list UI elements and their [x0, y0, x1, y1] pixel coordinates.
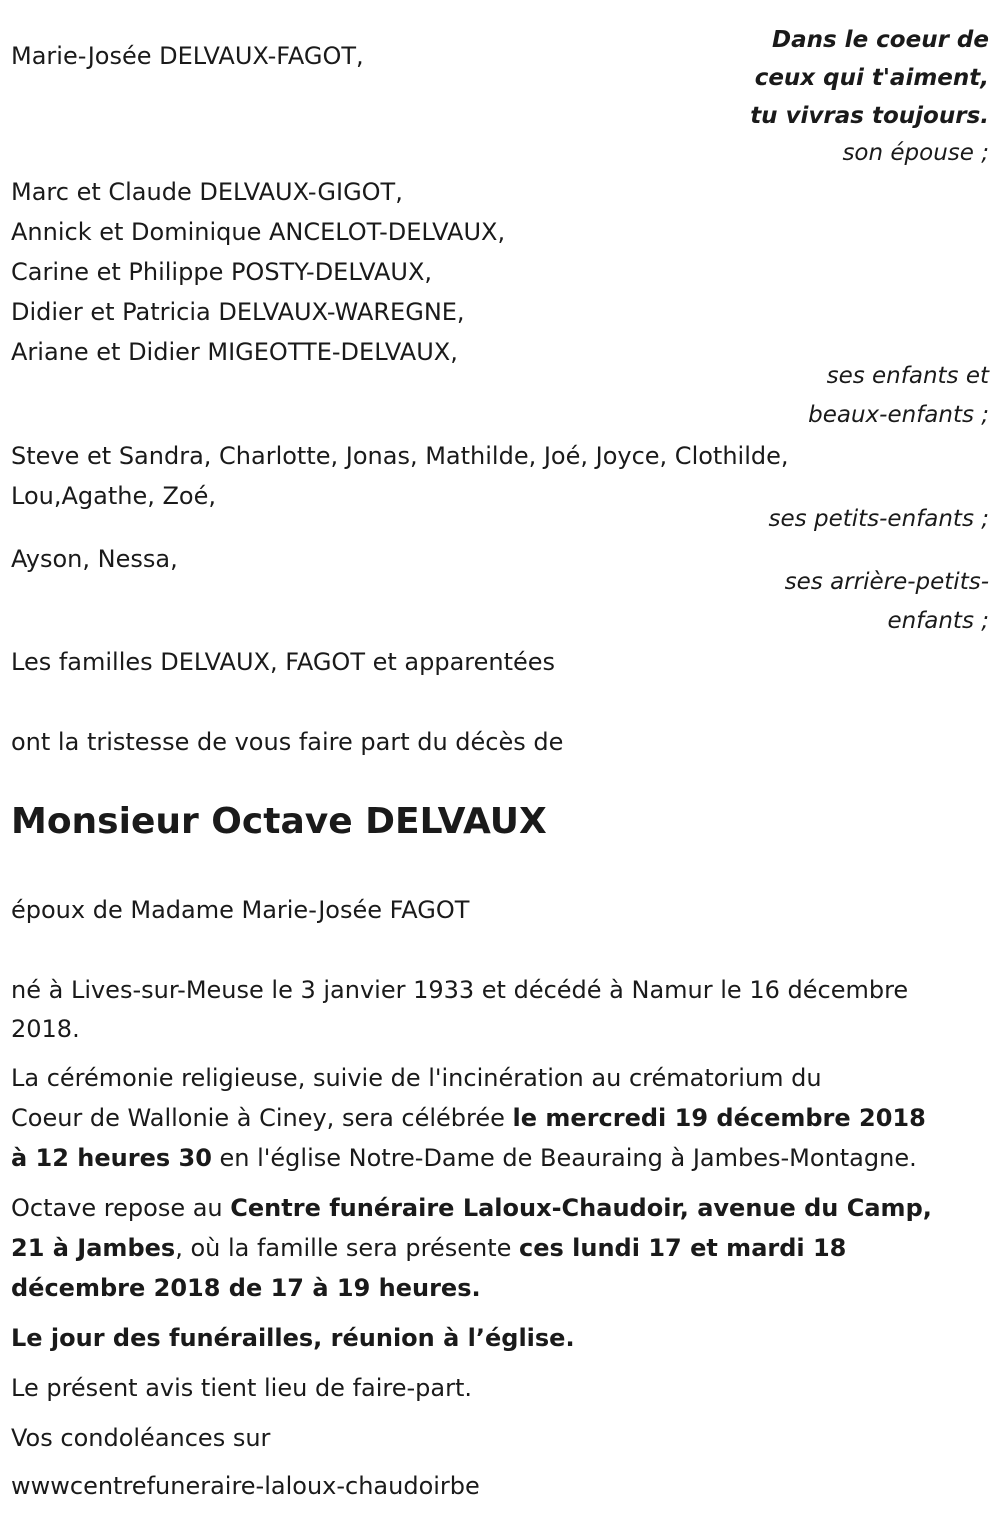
visitation-hours: décembre 2018 de 17 à 19 heures.	[11, 1274, 481, 1302]
quote-line-3: tu vivras toujours.	[750, 103, 989, 129]
funeral-meeting-text: Le jour des funérailles, réunion à l’église.	[11, 1324, 575, 1352]
repose-family-text: , où la famille sera présente	[175, 1234, 520, 1262]
great-grandchildren-label-1: ses arrière-petits-	[784, 569, 989, 595]
children-label-1: ses enfants et	[826, 363, 989, 389]
quote-line-2: ceux qui t'aiment,	[754, 65, 989, 91]
grandchildren-line-1: Steve et Sandra, Charlotte, Jonas, Mathilde, Joé, Joyce, Clothilde,	[11, 442, 789, 470]
faire-part-line: Le présent avis tient lieu de faire-part.	[11, 1374, 473, 1402]
repose-line-3	[11, 1268, 481, 1308]
announcement-line: ont la tristesse de vous faire part du décès de	[11, 728, 564, 756]
condolences-line: Vos condoléances sur	[11, 1424, 271, 1452]
repose-line-2	[11, 1228, 846, 1268]
visitation-days: ces lundi 17 et mardi 18	[519, 1234, 847, 1262]
ceremony-line-3	[11, 1138, 917, 1178]
spouse-of-line: époux de Madame Marie-Josée FAGOT	[11, 896, 470, 924]
repose-text: Octave repose au	[11, 1194, 231, 1222]
child-line: Carine et Philippe POSTY-DELVAUX,	[11, 258, 433, 286]
spouse-name: Marie-Josée DELVAUX-FAGOT,	[11, 42, 364, 70]
grandchildren-label: ses petits-enfants ;	[768, 506, 989, 532]
ceremony-text: Coeur de Wallonie à Ciney, sera célébrée	[11, 1104, 513, 1132]
birth-death-line-2: 2018.	[11, 1015, 80, 1043]
grandchildren-line-2: Lou,Agathe, Zoé,	[11, 482, 216, 510]
funeral-center-city: 21 à Jambes	[11, 1234, 176, 1262]
condolences-website: wwwcentrefuneraire-laloux-chaudoirbe	[11, 1472, 480, 1500]
children-label-2: beaux-enfants ;	[808, 402, 989, 428]
deceased-name: Monsieur Octave DELVAUX	[11, 801, 547, 842]
birth-death-line-1: né à Lives-sur-Meuse le 3 janvier 1933 et décédé à Namur le 16 décembre	[11, 976, 909, 1004]
ceremony-line-2	[11, 1098, 926, 1138]
ceremony-date: le mercredi 19 décembre 2018	[512, 1104, 926, 1132]
ceremony-place: en l'église Notre-Dame de Beauraing à Jambes-Montagne.	[211, 1144, 917, 1172]
families-line: Les familles DELVAUX, FAGOT et apparentées	[11, 648, 556, 676]
child-line: Ariane et Didier MIGEOTTE-DELVAUX,	[11, 338, 458, 366]
ceremony-line-1: La cérémonie religieuse, suivie de l'incinération au crématorium du	[11, 1064, 822, 1092]
child-line: Annick et Dominique ANCELOT-DELVAUX,	[11, 218, 506, 246]
funeral-center: Centre funéraire Laloux-Chaudoir, avenue du Camp,	[230, 1194, 932, 1222]
child-line: Marc et Claude DELVAUX-GIGOT,	[11, 178, 403, 206]
quote-line-1: Dans le coeur de	[772, 27, 989, 53]
child-line: Didier et Patricia DELVAUX-WAREGNE,	[11, 298, 465, 326]
funeral-meeting-line	[11, 1318, 575, 1358]
ceremony-time: à 12 heures 30	[11, 1144, 212, 1172]
great-grandchildren-label-2: enfants ;	[887, 608, 989, 634]
spouse-label: son épouse ;	[842, 140, 989, 166]
great-grandchildren-names: Ayson, Nessa,	[11, 545, 178, 573]
repose-line-1	[11, 1188, 932, 1228]
